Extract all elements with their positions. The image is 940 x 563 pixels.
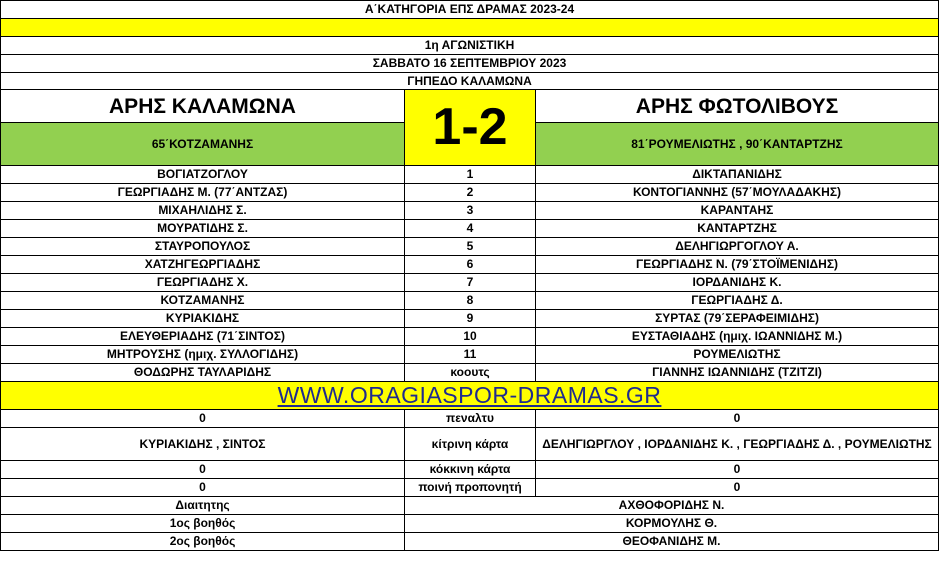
lineup-row (1, 166, 939, 184)
home-player: ΧΑΤΖΗΓΕΩΡΓΙΑΔΗΣ (1, 256, 405, 274)
shirt-number: 9 (405, 310, 536, 328)
coach-penalty-label: ποινή προπονητή (405, 479, 536, 497)
official-row (1, 497, 939, 515)
matchday: 1η ΑΓΩΝΙΣΤΙΚΗ (1, 37, 939, 55)
away-player: ΚΟΝΤΟΓΙΑΝΝΗΣ (57΄ΜΟΥΛΑΔΑΚΗΣ) (536, 184, 939, 202)
lineup-row (1, 238, 939, 256)
away-player: ΓΕΩΡΓΙΑΔΗΣ Δ. (536, 292, 939, 310)
coaches-row (1, 364, 939, 382)
home-player: ΜΙΧΑΗΛΙΔΗΣ Σ. (1, 202, 405, 220)
away-scorers: 81΄ΡΟΥΜΕΛΙΩΤΗΣ , 90΄ΚΑΝΤΑΡΤΖΗΣ (536, 123, 939, 166)
away-player: ΕΥΣΤΑΘΙΑΔΗΣ (ημιχ. ΙΩΑΝΝΙΔΗΣ Μ.) (536, 328, 939, 346)
home-player: ΜΟΥΡΑΤΙΔΗΣ Σ. (1, 220, 405, 238)
away-penalty: 0 (536, 410, 939, 428)
shirt-number: 1 (405, 166, 536, 184)
away-coach: ΓΙΑΝΝΗΣ ΙΩΑΝΝΙΔΗΣ (ΤΖΙΤΖΙ) (536, 364, 939, 382)
lineup-row (1, 310, 939, 328)
official-row (1, 515, 939, 533)
away-player: ΣΥΡΤΑΣ (79΄ΣΕΡΑΦΕΙΜΙΔΗΣ) (536, 310, 939, 328)
final-score: 1-2 (405, 90, 536, 166)
official-role: Διαιτητης (1, 497, 405, 515)
shirt-number: 2 (405, 184, 536, 202)
lineup-row (1, 220, 939, 238)
lineup-row (1, 274, 939, 292)
away-coach-penalty: 0 (536, 479, 939, 497)
official-name: ΑΧΘΟΦΟΡΙΔΗΣ Ν. (405, 497, 939, 515)
shirt-number: 11 (405, 346, 536, 364)
penalty-label: πεναλτυ (405, 410, 536, 428)
stat-row (1, 428, 939, 461)
shirt-number: 10 (405, 328, 536, 346)
stat-row (1, 410, 939, 428)
away-player: ΓΕΩΡΓΙΑΔΗΣ Ν. (79΄ΣΤΟΪΜΕΝΙΔΗΣ) (536, 256, 939, 274)
away-player: ΔΙΚΤΑΠΑΝΙΔΗΣ (536, 166, 939, 184)
shirt-number: 8 (405, 292, 536, 310)
shirt-number: 6 (405, 256, 536, 274)
home-player: ΓΕΩΡΓΙΑΔΗΣ Χ. (1, 274, 405, 292)
home-player: ΚΟΤΖΑΜΑΝΗΣ (1, 292, 405, 310)
away-player: ΚΑΝΤΑΡΤΖΗΣ (536, 220, 939, 238)
stat-row (1, 461, 939, 479)
official-row (1, 533, 939, 551)
home-yellow-cards: ΚΥΡΙΑΚΙΔΗΣ , ΣΙΝΤΟΣ (1, 428, 405, 461)
yellow-spacer (1, 19, 939, 37)
home-coach-penalty: 0 (1, 479, 405, 497)
lineup-row (1, 346, 939, 364)
shirt-number: 5 (405, 238, 536, 256)
home-team: ΑΡΗΣ ΚΑΛΑΜΩΝΑ (1, 90, 405, 123)
home-penalty: 0 (1, 410, 405, 428)
lineup-row (1, 328, 939, 346)
home-red-cards: 0 (1, 461, 405, 479)
official-name: ΘΕΟΦΑΝΙΔΗΣ Μ. (405, 533, 939, 551)
lineup-row (1, 184, 939, 202)
shirt-number: 4 (405, 220, 536, 238)
away-player: ΚΑΡΑΝΤΑΗΣ (536, 202, 939, 220)
official-role: 2ος βοηθός (1, 533, 405, 551)
away-team: ΑΡΗΣ ΦΩΤΟΛΙΒΟΥΣ (536, 90, 939, 123)
match-date: ΣΑΒΒΑΤΟ 16 ΣΕΠΤΕΜΒΡΙΟΥ 2023 (1, 55, 939, 73)
website-link[interactable]: WWW.ORAGIASPOR-DRAMAS.GR (1, 382, 939, 410)
home-scorers: 65΄ΚΟΤΖΑΜΑΝΗΣ (1, 123, 405, 166)
home-player: ΕΛΕΥΘΕΡΙΑΔΗΣ (71΄ΣΙΝΤΟΣ) (1, 328, 405, 346)
away-player: ΙΟΡΔΑΝΙΔΗΣ Κ. (536, 274, 939, 292)
lineup-row (1, 202, 939, 220)
lineup-row (1, 292, 939, 310)
home-coach: ΘΟΔΩΡΗΣ ΤΑΥΛΑΡΙΔΗΣ (1, 364, 405, 382)
official-name: ΚΟΡΜΟΥΛΗΣ Θ. (405, 515, 939, 533)
away-player: ΡΟΥΜΕΛΙΩΤΗΣ (536, 346, 939, 364)
coach-label: κοουτς (405, 364, 536, 382)
away-red-cards: 0 (536, 461, 939, 479)
stat-row (1, 479, 939, 497)
home-player: ΚΥΡΙΑΚΙΔΗΣ (1, 310, 405, 328)
home-player: ΒΟΓΙΑΤΖΟΓΛΟΥ (1, 166, 405, 184)
stadium: ΓΗΠΕΔΟ ΚΑΛΑΜΩΝΑ (1, 73, 939, 90)
home-player: ΓΕΩΡΓΙΑΔΗΣ Μ. (77΄ΑΝΤΖΑΣ) (1, 184, 405, 202)
shirt-number: 3 (405, 202, 536, 220)
yellow-card-label: κίτρινη κάρτα (405, 428, 536, 461)
lineup-row (1, 256, 939, 274)
official-role: 1ος βοηθός (1, 515, 405, 533)
red-card-label: κόκκινη κάρτα (405, 461, 536, 479)
away-player: ΔΕΛΗΓΙΩΡΓΟΓΛΟΥ Α. (536, 238, 939, 256)
league-title: Α΄ΚΑΤΗΓΟΡΙΑ ΕΠΣ ΔΡΑΜΑΣ 2023-24 (1, 1, 939, 19)
home-player: ΣΤΑΥΡΟΠΟΥΛΟΣ (1, 238, 405, 256)
shirt-number: 7 (405, 274, 536, 292)
home-player: ΜΗΤΡΟΥΣΗΣ (ημιχ. ΣΥΛΛΟΓΙΔΗΣ) (1, 346, 405, 364)
away-yellow-cards: ΔΕΛΗΓΙΩΡΓΛΟΥ , ΙΟΡΔΑΝΙΔΗΣ Κ. , ΓΕΩΡΓΙΑΔΗΣ Δ. , ΡΟΥΜΕΛΙΩΤΗΣ (536, 428, 939, 461)
